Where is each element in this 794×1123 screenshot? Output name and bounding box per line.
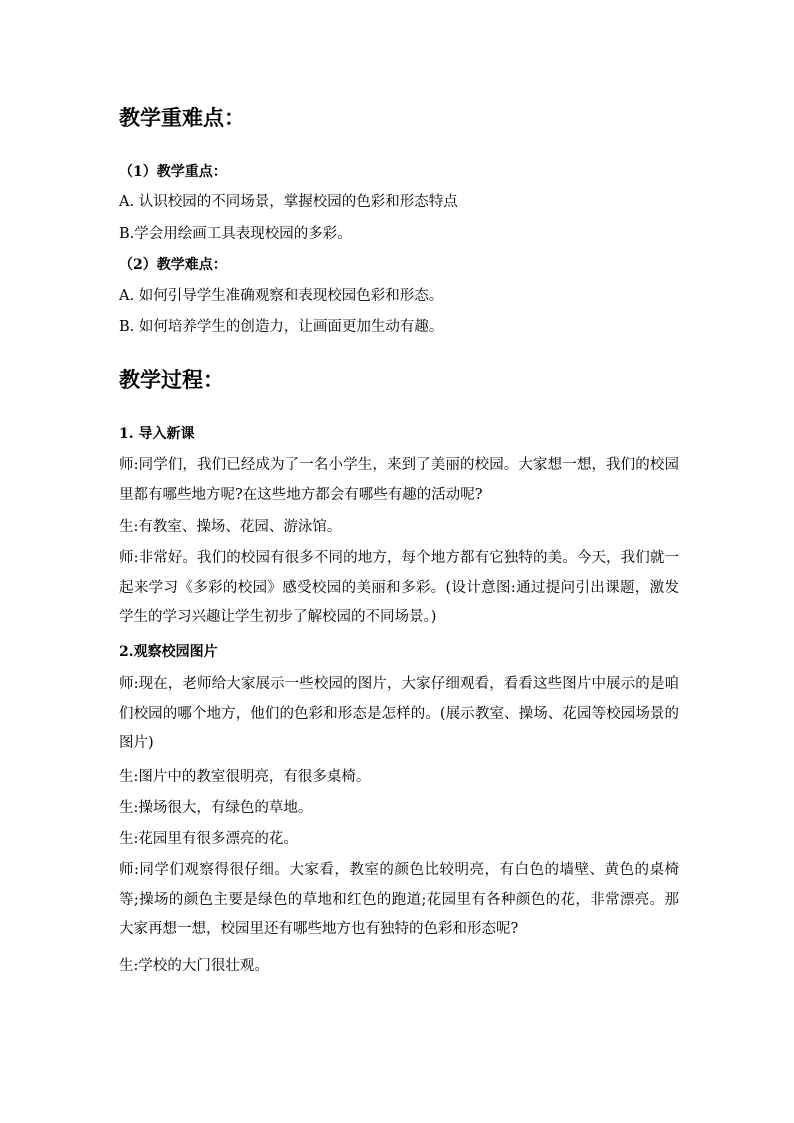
section-heading-key-difficult-points: 教学重难点： xyxy=(119,106,245,130)
step2-paragraph-3: 生:操场很大，有绿色的草地。 xyxy=(119,800,313,816)
step2-title: 2.观察校园图片 xyxy=(119,644,218,660)
key-point-a: A. 认识校园的不同场景，掌握校园的色彩和形态特点 xyxy=(119,194,458,210)
key-points-label: （1）教学重点： xyxy=(119,164,227,180)
step2-paragraph-5: 师:同学们观察得很仔细。大家看，教室的颜色比较明亮，有白色的墙壁、黄色的桌椅等;操场的颜色主要是绿色的草地和红色的跑道;花园里有各种颜色的花，非常漂亮。那大家再想一想，校园里还有哪些地方也有独特的色彩和形态呢? xyxy=(119,862,679,937)
step2-paragraph-6: 生:学校的大门很壮观。 xyxy=(119,958,269,974)
step1-paragraph-3: 师:非常好。我们的校园有很多不同的地方，每个地方都有它独特的美。今天，我们就一起来学习《多彩的校园》感受校园的美丽和多彩。(设计意图:通过提问引出课题，激发学生的学习兴趣让学生初步了解校园的不同场景。) xyxy=(119,550,679,625)
key-point-b: B.学会用绘画工具表现校园的多彩。 xyxy=(119,226,352,242)
difficult-points-label: （2）教学难点： xyxy=(119,257,227,273)
difficult-point-b: B. 如何培养学生的创造力，让画面更加生动有趣。 xyxy=(119,319,444,335)
section-heading-teaching-process: 教学过程： xyxy=(119,368,224,392)
step2-paragraph-2: 生:图片中的教室很明亮，有很多桌椅。 xyxy=(119,769,371,785)
step2-paragraph-4: 生:花园里有很多漂亮的花。 xyxy=(119,831,298,847)
step1-paragraph-1: 师:同学们，我们已经成为了一名小学生，来到了美丽的校园。大家想一想，我们的校园里都有哪些地方呢?在这些地方都会有哪些有趣的活动呢? xyxy=(119,457,679,503)
step1-paragraph-2: 生:有教室、操场、花园、游泳馆。 xyxy=(119,519,342,535)
step2-paragraph-1: 师:现在，老师给大家展示一些校园的图片，大家仔细观看，看看这些图片中展示的是咱们校园的哪个地方，他们的色彩和形态是怎样的。(展示教室、操场、花园等校园场景的图片) xyxy=(119,676,679,751)
difficult-point-a: A. 如何引导学生准确观察和表现校园色彩和形态。 xyxy=(119,288,444,304)
step1-title: 1. 导入新课 xyxy=(119,426,195,442)
